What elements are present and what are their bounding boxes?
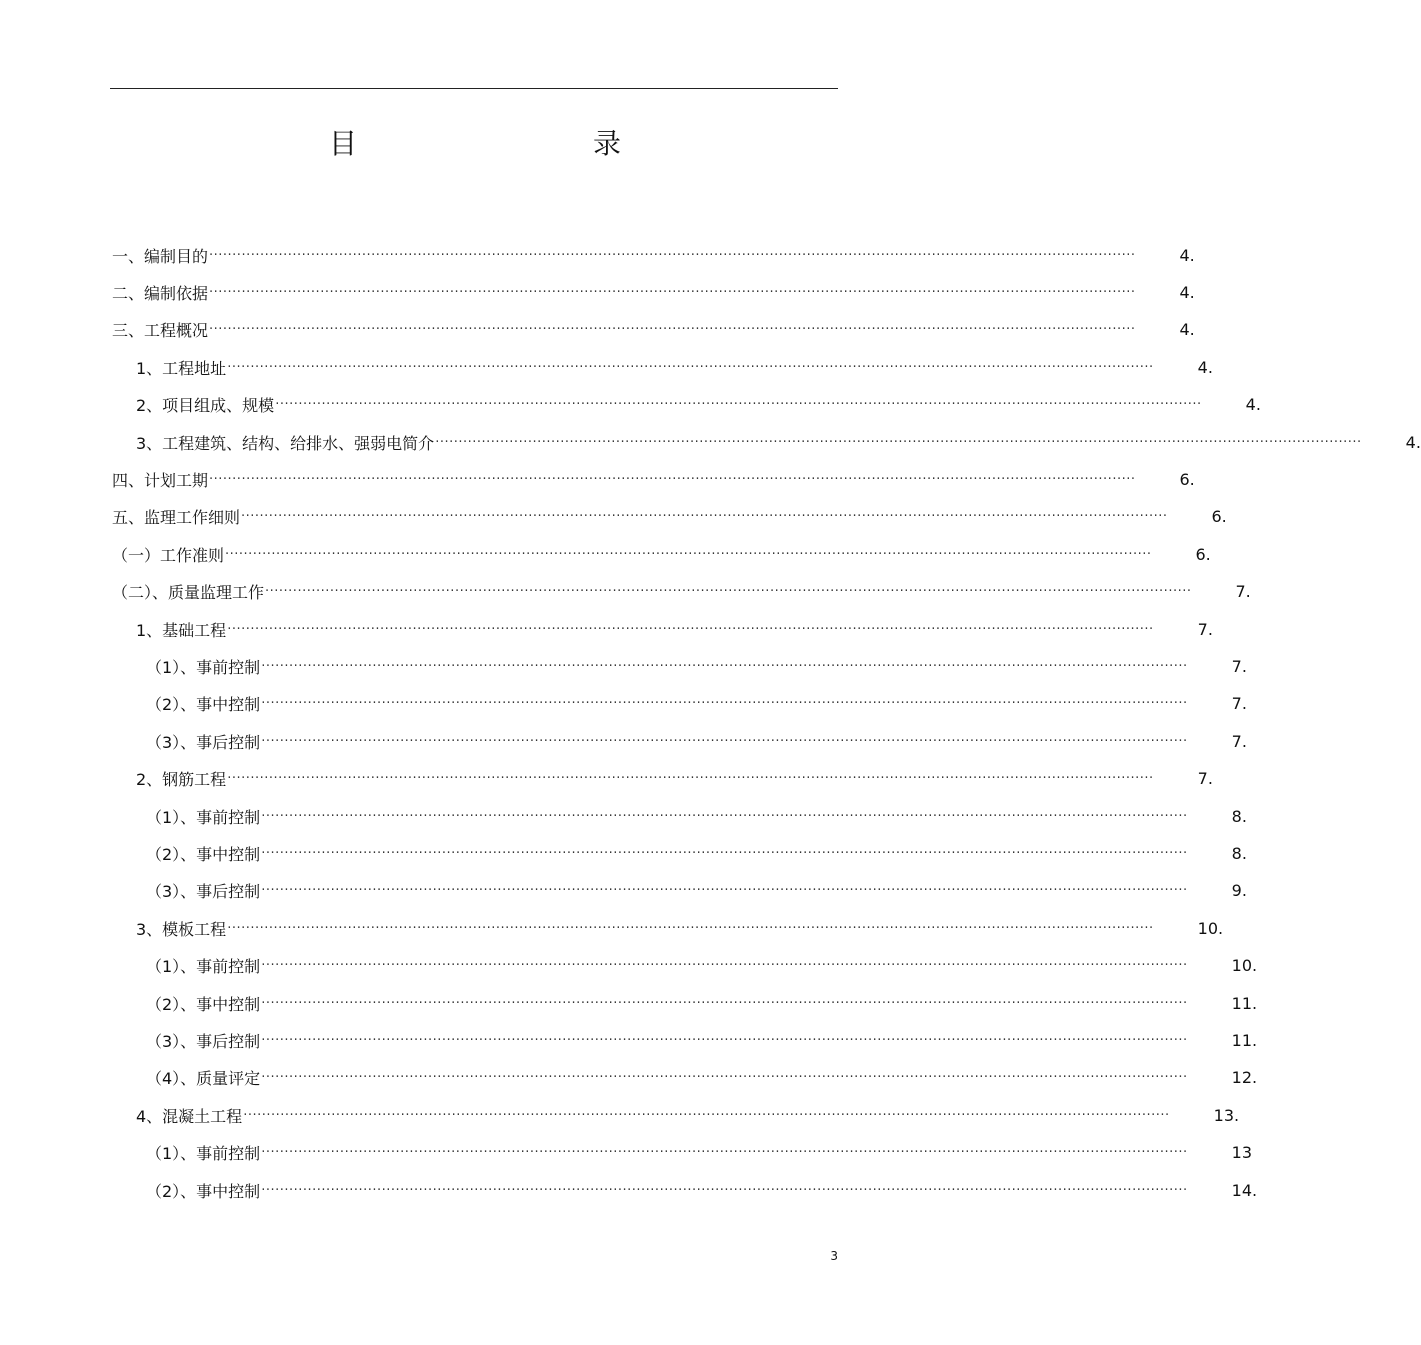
toc-entry[interactable] (112, 502, 1227, 532)
toc-entry-label: 1、基础工程 (136, 620, 227, 640)
toc-entry[interactable] (146, 1063, 1258, 1093)
toc-leader-dots: ········································································································································································································ (241, 509, 1168, 525)
toc-leader-dots: ········································································································································································································ (261, 1182, 1188, 1198)
toc-entry[interactable] (136, 913, 1224, 943)
toc-entry-label: 2、项目组成、规模 (136, 396, 275, 416)
toc-entry[interactable] (146, 726, 1247, 756)
toc-entry[interactable] (146, 651, 1247, 681)
toc-entry[interactable] (146, 801, 1247, 831)
toc-leader-dots: ········································································································································································································ (209, 322, 1136, 338)
toc-leader-dots: ········································································································································································································ (209, 247, 1136, 263)
page-number: 3 (830, 1249, 838, 1263)
toc-entry-page: 10. (1231, 956, 1258, 976)
toc-entry[interactable] (146, 876, 1247, 906)
toc-entry-label: 五、监理工作细则 (112, 508, 241, 528)
toc-entry[interactable] (136, 614, 1213, 644)
toc-leader-dots: ········································································································································································································ (261, 733, 1188, 749)
toc-entry[interactable] (146, 1138, 1253, 1168)
toc-leader-dots: ········································································································································································································ (261, 808, 1188, 824)
toc-entry[interactable] (136, 352, 1213, 382)
toc-entry-page: 13 (1231, 1143, 1253, 1163)
toc-entry-page: 8. (1231, 806, 1247, 826)
toc-leader-dots: ········································································································································································································ (261, 658, 1188, 674)
toc-entry-page: 4. (1179, 282, 1195, 302)
toc-entry-page: 4. (1245, 395, 1261, 415)
toc-entry-page: 4. (1179, 245, 1195, 265)
toc-leader-dots: ········································································································································································································ (435, 434, 1362, 450)
toc-entry-label: （1）、事前控制 (146, 957, 261, 977)
toc-entry-label: 一、编制目的 (112, 246, 209, 266)
toc-leader-dots: ········································································································································································································ (261, 883, 1188, 899)
toc-entry-page: 13. (1213, 1105, 1240, 1125)
toc-leader-dots: ········································································································································································································ (227, 359, 1154, 375)
toc-entry-label: （2）、事中控制 (146, 695, 261, 715)
toc-entry[interactable] (136, 390, 1261, 420)
toc-leader-dots: ········································································································································································································ (261, 958, 1188, 974)
toc-entry-page: 7. (1235, 582, 1251, 602)
toc-entry-label: （3）、事后控制 (146, 732, 261, 752)
toc-entry-page: 7. (1231, 694, 1247, 714)
toc-entry-page: 9. (1231, 881, 1247, 901)
toc-leader-dots: ········································································································································································································ (265, 584, 1192, 600)
toc-entry-page: 7. (1231, 731, 1247, 751)
toc-entry[interactable] (112, 464, 1195, 494)
toc-entry[interactable] (136, 1100, 1240, 1130)
toc-entry-label: （2）、事中控制 (146, 844, 261, 864)
toc-entry-label: 1、工程地址 (136, 358, 227, 378)
toc-leader-dots: ········································································································································································································ (261, 1070, 1188, 1086)
toc-entry-page: 4. (1197, 357, 1213, 377)
toc-entry[interactable] (136, 764, 1213, 794)
toc-entry-label: 2、钢筋工程 (136, 770, 227, 790)
toc-entry-label: 二、编制依据 (112, 283, 209, 303)
toc-entry-page: 12. (1231, 1068, 1258, 1088)
toc-entry-page: 7. (1231, 656, 1247, 676)
toc-entry-page: 4. (1405, 432, 1421, 452)
toc-leader-dots: ········································································································································································································ (261, 1145, 1188, 1161)
toc-entry[interactable] (136, 427, 1421, 457)
toc-leader-dots: ········································································································································································································ (209, 284, 1136, 300)
toc-entry-page: 6. (1179, 469, 1195, 489)
toc-entry-label: （4）、质量评定 (146, 1069, 261, 1089)
toc-entry-page: 11. (1231, 1030, 1258, 1050)
toc-entry[interactable] (112, 277, 1195, 307)
toc-entry-label: （1）、事前控制 (146, 1144, 261, 1164)
toc-entry-page: 11. (1231, 993, 1258, 1013)
toc-entry-label: 四、计划工期 (112, 470, 209, 490)
toc-leader-dots: ········································································································································································································ (261, 696, 1188, 712)
toc-leader-dots: ········································································································································································································ (227, 621, 1154, 637)
toc-entry[interactable] (112, 577, 1251, 607)
toc-entry[interactable] (146, 1025, 1258, 1055)
toc-entry-page: 8. (1231, 843, 1247, 863)
toc-entry[interactable] (112, 539, 1211, 569)
toc-title: 目 录 (328, 127, 681, 160)
toc-entry[interactable] (112, 240, 1195, 270)
toc-entry-page: 14. (1231, 1180, 1258, 1200)
toc-leader-dots: ········································································································································································································ (225, 546, 1152, 562)
toc-entry[interactable] (146, 951, 1258, 981)
toc-entry-label: （2）、事中控制 (146, 994, 261, 1014)
toc-entry[interactable] (146, 988, 1258, 1018)
toc-leader-dots: ········································································································································································································ (275, 397, 1202, 413)
toc-leader-dots: ········································································································································································································ (261, 845, 1188, 861)
toc-entry-page: 6. (1211, 507, 1227, 527)
toc-entry-label: 3、工程建筑、结构、给排水、强弱电简介 (136, 433, 435, 453)
toc-entry[interactable] (112, 315, 1195, 345)
header-rule (110, 88, 838, 89)
toc-leader-dots: ········································································································································································································ (227, 771, 1154, 787)
toc-entry-label: 4、混凝土工程 (136, 1106, 243, 1126)
toc-entry-label: （1）、事前控制 (146, 657, 261, 677)
toc-entry-page: 4. (1179, 320, 1195, 340)
toc-entry-label: （3）、事后控制 (146, 1031, 261, 1051)
toc-entry-label: （3）、事后控制 (146, 882, 261, 902)
toc-entry[interactable] (146, 838, 1247, 868)
toc-entry-label: （2）、事中控制 (146, 1181, 261, 1201)
toc-entry-page: 7. (1197, 619, 1213, 639)
toc-entry-label: （1）、事前控制 (146, 807, 261, 827)
toc-entry-label: 三、工程概况 (112, 321, 209, 341)
toc-entry-label: （二）、质量监理工作 (112, 583, 265, 603)
toc-leader-dots: ········································································································································································································ (209, 471, 1136, 487)
toc-entry-page: 7. (1197, 769, 1213, 789)
toc-entry[interactable] (146, 1175, 1258, 1205)
toc-entry-label: 3、模板工程 (136, 919, 227, 939)
toc-leader-dots: ········································································································································································································ (227, 920, 1154, 936)
toc-entry-label: （一）工作准则 (112, 545, 225, 565)
toc-leader-dots: ········································································································································································································ (243, 1107, 1170, 1123)
toc-leader-dots: ········································································································································································································ (261, 995, 1188, 1011)
toc-entry-page: 6. (1195, 544, 1211, 564)
toc-leader-dots: ········································································································································································································ (261, 1032, 1188, 1048)
toc-entry-page: 10. (1197, 918, 1224, 938)
toc-entry[interactable] (146, 689, 1247, 719)
